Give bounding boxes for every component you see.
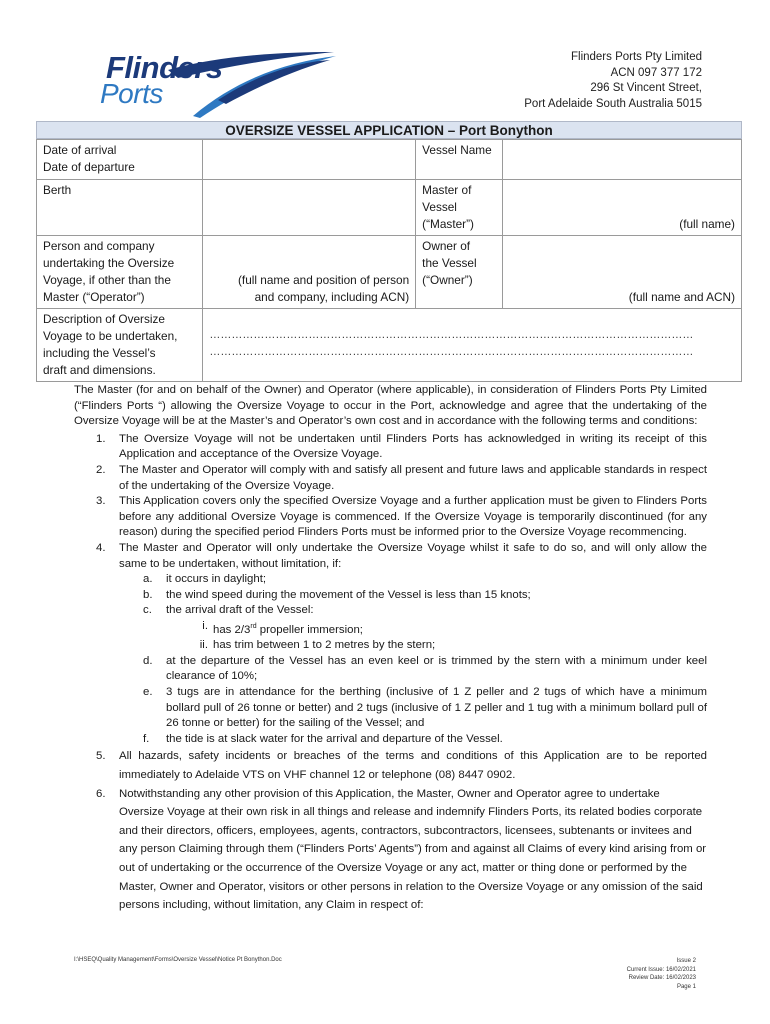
date-labels-cell <box>37 140 203 180</box>
terms-section <box>74 383 707 915</box>
sub-sub-terms-list <box>166 619 707 654</box>
description-label: including the Vessel’s <box>43 346 156 360</box>
term-item: 3. This Application covers only the specified Oversize Voyage and a further application must be given to Flinders Ports before any additional Oversize Voyage is commenced. If the Oversize Voyage is temporarily discontinued (for any reason) during the specified period Flinders Ports must be informed prior to the Oversize Voyage recommencing. <box>96 495 707 539</box>
operator-label: Master (“Operator”) <box>43 290 145 304</box>
company-address <box>524 50 702 112</box>
description-input[interactable] <box>203 309 742 382</box>
sub-term-item: c. the arrival draft of the Vessel: i. has 2/3rd propeller immersion; ii. has trim between 1 to 2 metres by the stern; <box>74 603 707 654</box>
term-item: 6. Notwithstanding any other provision of this Application, the Master, Owner and Operator agree to undertake Oversize Voyage at their own risk in all things and release and indemnify Flinders Ports, its related bodies corporate and their directors, officers, employees, agents, contractors, subcontractors, licensees, subtenants or invitees and any person Claiming through them (“Flinders Ports’ Agents”) from and against all Claims of every kind arising from or out of undertaking or the occurrence of the Oversize Voyage or any act, matter or thing done or performed by the Master, Owner and Operator, visitors or other persons in relation to the Oversize Voyage or any omission of the said persons including, without limitation, any Claim in respect of: <box>96 787 707 912</box>
footer-file-path: I:\HSEQ\Quality Management\Forms\Oversize Vessel\Notice Pt Bonython.Doc <box>74 957 282 963</box>
sub-term-item: f. the tide is at slack water for the arrival and departure of the Vessel. <box>143 732 503 745</box>
footer-page-number: Page 1 <box>676 983 696 990</box>
dates-input[interactable] <box>203 140 416 180</box>
terms-list <box>74 432 707 915</box>
date-of-arrival-label: Date of arrival <box>43 143 117 157</box>
footer-issue: Issue 2 <box>676 958 696 964</box>
description-label: Description of Oversize <box>43 312 165 326</box>
berth-label: Berth <box>37 180 203 236</box>
master-label: Vessel <box>422 200 457 214</box>
full-name-hint: (full name) <box>679 217 735 231</box>
vessel-name-label: Vessel Name <box>416 140 503 180</box>
application-form-table <box>36 139 742 382</box>
logo-word-ports: Ports <box>100 78 163 109</box>
master-input[interactable] <box>503 180 742 236</box>
owner-label: the Vessel <box>422 256 477 270</box>
owner-label-cell <box>416 236 503 309</box>
footer-review-date: Review Date: 16/02/2023 <box>628 975 696 981</box>
form-title: OVERSIZE VESSEL APPLICATION – Port Bonython <box>36 121 742 139</box>
sub-sub-term-item: i. has 2/3rd propeller immersion; <box>202 619 363 636</box>
sub-term-item: d. at the departure of the Vessel has an even keel or is trimmed by the stern with a minimum under keel clearance of 10%; <box>143 654 707 683</box>
intro-paragraph: The Master (for and on behalf of the Owner) and Operator (where applicable), in consideration of Flinders Ports Pty Limited (“Flinders Ports “) allowing the Oversize Voyage to occur in the Port, acknowledge and agree that the undertaking of the Oversize Voyage will be at the Master’s and Operator’s own cost and in accordance with the following terms and conditions: <box>74 384 707 428</box>
address-line: Flinders Ports Pty Limited <box>570 51 702 63</box>
vessel-name-input[interactable] <box>503 140 742 180</box>
operator-hint: (full name and position of person <box>238 273 410 287</box>
operator-label-cell <box>37 236 203 309</box>
address-line: ACN 097 377 172 <box>610 66 702 79</box>
owner-hint: (full name and ACN) <box>628 290 735 304</box>
description-label: draft and dimensions. <box>43 363 156 377</box>
owner-label: (“Owner”) <box>422 273 473 287</box>
date-of-departure-label: Date of departure <box>43 160 135 174</box>
sub-term-item: b. the wind speed during the movement of the Vessel is less than 15 knots; <box>143 588 531 601</box>
operator-hint: and company, including ACN) <box>254 290 410 304</box>
owner-input[interactable] <box>503 236 742 309</box>
berth-input[interactable] <box>203 180 416 236</box>
operator-label: undertaking the Oversize <box>43 256 175 270</box>
sub-sub-term-item: ii. has trim between 1 to 2 metres by the stern; <box>199 639 436 652</box>
sub-terms-list <box>119 572 707 747</box>
term-item: 1. The Oversize Voyage will not be undertaken until Flinders Ports has acknowledged in writing its receipt of this Application and acceptance of the Oversize Voyage. <box>96 432 707 461</box>
footer-current-issue: Current Issue: 16/02/2021 <box>626 966 696 973</box>
term-item: 5. All hazards, safety incidents or breaches of the terms and conditions of this Application are to be reported immediately to Adelaide VTS on VHF channel 12 or telephone (08) 8447 0902. <box>96 750 707 782</box>
master-label-cell <box>416 180 503 236</box>
address-line: Port Adelaide South Australia 5015 <box>524 97 702 110</box>
operator-input[interactable] <box>203 236 416 309</box>
address-line: 296 St Vincent Street, <box>590 82 702 94</box>
master-label: (“Master”) <box>422 217 474 231</box>
sub-term-item: a. it occurs in daylight; <box>143 573 267 586</box>
term-item: 4. The Master and Operator will only undertake the Oversize Voyage whilst it safe to do so, and will only allow the same to be undertaken, without limitation, if: a. it occurs in daylight; b. the wind speed during the movement of the Vessel is less than 15 knots; c. the arrival draft of the Vessel: i. has 2/3rd propeller immersion; ii. has trim between 1 to 2 metres by the stern; d. at the departure of the Vessel has an even keel or is trimmed by the stern with a minimum under keel clearance of 10%; e. 3 tugs are in attendance for the berthing (inclusive of 1 Z peller and 2 tugs of which have a minimum bollard pull of 26 tonne or better) and 2 tugs (inclusive of 1 Z peller and 1 tug with a minimum bollard pull of 26 tonne or better) for the sailing of the Vessel; and f. the tide is at slack water for the arrival and departure of the Vessel. <box>74 541 707 748</box>
operator-label: Voyage, if other than the <box>43 273 171 287</box>
flinders-ports-logo <box>98 48 338 120</box>
owner-label: Owner of <box>422 239 471 253</box>
term-item: 2. The Master and Operator will comply with and satisfy all present and future laws and applicable standards in respect of the undertaking of the Oversize Voyage. <box>96 463 707 492</box>
dotted-line: …………………………………………………………………………………………………………………… <box>209 346 694 358</box>
sub-term-item: e. 3 tugs are in attendance for the berthing (inclusive of 1 Z peller and 2 tugs of which have a minimum bollard pull of 26 tonne or better) and 2 tugs (inclusive of 1 Z peller and 1 tug with a minimum bollard pull of 26 tonne or better) for the sailing of the Vessel; and <box>143 686 707 730</box>
description-label: Voyage to be undertaken, <box>43 329 178 343</box>
description-label-cell <box>37 309 203 382</box>
master-label: Master of <box>422 183 472 197</box>
logo-word-flinders: Flinders <box>106 50 223 85</box>
dotted-line: …………………………………………………………………………………………………………………… <box>209 329 694 341</box>
footer-issue-info <box>627 957 696 991</box>
operator-label: Person and company <box>43 239 155 253</box>
